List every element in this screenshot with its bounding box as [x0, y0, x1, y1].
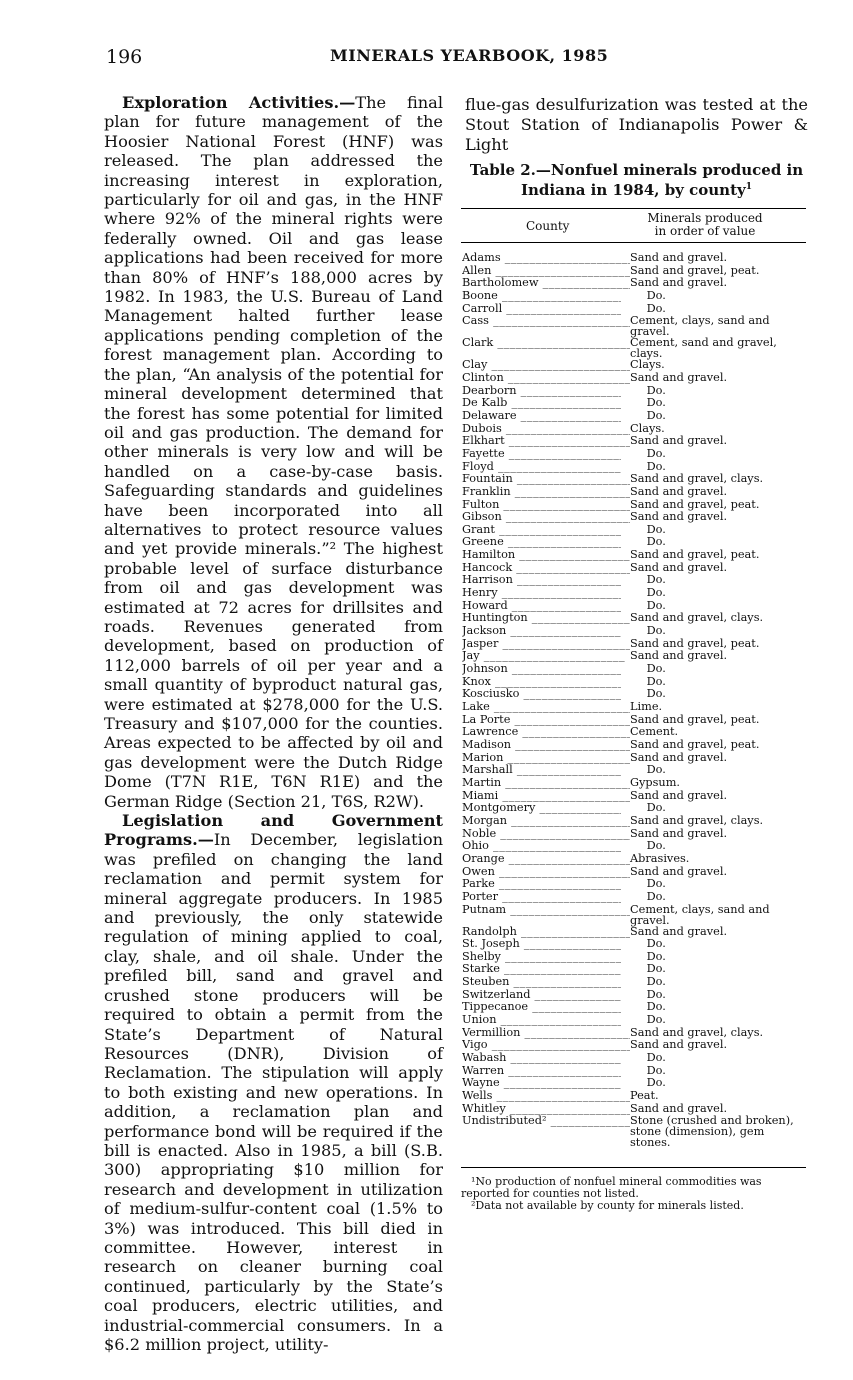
minerals-cell: Sand and gravel. — [630, 864, 728, 878]
county-cell: Jasper _____ — [462, 638, 630, 651]
table-row — [462, 625, 807, 638]
county-cell: Grant _____ — [462, 524, 621, 537]
county-cell: Elkhart _____ — [462, 435, 630, 448]
minerals-cell: Do. — [646, 522, 666, 536]
county-cell: Randolph _____ — [462, 926, 630, 939]
county-cell: Franklin _____ — [462, 486, 630, 499]
county-cell: Fayette _____ — [462, 448, 621, 461]
minerals-cell: Sand and gravel, peat. — [630, 263, 760, 277]
county-cell: Delaware _____ — [462, 410, 621, 423]
table-row — [462, 277, 807, 290]
minerals-cell: Do. — [646, 459, 666, 473]
county-cell: Parke _____ — [462, 878, 621, 891]
county-cell: Martin _____ — [462, 777, 630, 790]
minerals-cell: Gypsum. — [630, 775, 681, 789]
table-row — [462, 1090, 807, 1103]
minerals-cell: Peat. — [630, 1089, 659, 1103]
minerals-cell: Do. — [646, 408, 666, 422]
minerals-cell: Sand and gravel. — [630, 370, 728, 384]
table-row — [462, 866, 807, 879]
county-cell: Shelby _____ — [462, 951, 621, 964]
minerals-cell: Sand and gravel, peat. — [630, 497, 760, 511]
table-row — [462, 385, 807, 398]
county-cell: Putnam _____ — [462, 904, 630, 926]
table-row — [462, 524, 807, 537]
minerals-cell: Sand and gravel. — [630, 1101, 728, 1115]
minerals-cell: Do. — [646, 1076, 666, 1090]
table-title-line2: Indiana in 1984, by county$^1$ — [521, 181, 752, 199]
minerals-cell: Sand and gravel, peat. — [630, 636, 760, 650]
minerals-cell: Clays. — [630, 421, 665, 435]
county-cell: Kosciusko _____ — [462, 688, 621, 701]
minerals-cell: Do. — [646, 573, 666, 587]
minerals-cell: Do. — [646, 949, 666, 963]
minerals-cell: Sand and gravel, clays. — [630, 1025, 764, 1039]
county-cell: Starke _____ — [462, 963, 621, 976]
table-row — [462, 252, 807, 265]
table-row — [462, 739, 807, 752]
table-row — [462, 435, 807, 448]
minerals-cell: Sand and gravel, clays. — [630, 611, 764, 625]
county-cell: Fulton _____ — [462, 499, 630, 512]
county-cell: Vermillion _____ — [462, 1027, 630, 1040]
table-row — [462, 486, 807, 499]
minerals-cell: Do. — [646, 687, 666, 701]
minerals-cell: Cement, clays, sand and gravel. — [630, 314, 770, 339]
minerals-cell: Do. — [646, 987, 666, 1001]
county-cell: Noble _____ — [462, 828, 630, 841]
minerals-cell: Sand and gravel. — [630, 924, 728, 938]
county-cell: Hamilton _____ — [462, 549, 630, 562]
county-cell: Marion _____ — [462, 752, 630, 765]
table-row — [462, 878, 807, 891]
county-cell: Fountain _____ — [462, 473, 630, 486]
minerals-cell: Sand and gravel. — [630, 788, 728, 802]
table-row — [462, 790, 807, 803]
table-title — [465, 162, 808, 199]
county-cell: Lawrence _____ — [462, 726, 630, 739]
table-row — [462, 397, 807, 410]
table-row — [462, 587, 807, 600]
minerals-cell: Do. — [646, 288, 666, 302]
table-row — [462, 1001, 807, 1014]
table-header-rule — [461, 242, 806, 243]
column-header-minerals — [630, 212, 780, 238]
county-cell: Ohio _____ — [462, 840, 621, 853]
table-row — [462, 574, 807, 587]
county-cell: Steuben _____ — [462, 976, 621, 989]
table-row — [462, 951, 807, 964]
minerals-cell: Sand and gravel. — [630, 649, 728, 663]
table-row — [462, 891, 807, 904]
minerals-cell: Sand and gravel. — [630, 1038, 728, 1052]
county-cell: La Porte _____ — [462, 714, 630, 727]
minerals-cell: Do. — [646, 962, 666, 976]
county-cell: De Kalb _____ — [462, 397, 621, 410]
county-cell: Cass _____ — [462, 315, 630, 337]
county-cell: Porter _____ — [462, 891, 621, 904]
table-footnotes — [461, 1176, 806, 1212]
county-cell: Allen _____ — [462, 265, 630, 278]
table-row — [462, 828, 807, 841]
minerals-cell: Do. — [646, 877, 666, 891]
minerals-cell: Sand and gravel. — [630, 560, 728, 574]
county-cell: Marshall _____ — [462, 764, 621, 777]
table-row — [462, 701, 807, 714]
table-row — [462, 752, 807, 765]
county-cell: Clark _____ — [462, 337, 630, 359]
county-cell: Vigo _____ — [462, 1039, 630, 1052]
county-cell: Tippecanoe _____ — [462, 1001, 621, 1014]
table-row — [462, 802, 807, 815]
minerals-cell: Sand and gravel, clays. — [630, 472, 764, 486]
minerals-cell: Sand and gravel, clays. — [630, 813, 764, 827]
minerals-cell: Do. — [646, 763, 666, 777]
minerals-cell: Do. — [646, 839, 666, 853]
table-row — [462, 650, 807, 663]
paragraph-exploration — [104, 93, 443, 811]
county-cell: Wayne _____ — [462, 1077, 621, 1090]
county-cell: Undistributed² _____ — [462, 1115, 630, 1148]
minerals-cell: Sand and gravel. — [630, 251, 728, 264]
county-cell: Orange _____ — [462, 853, 630, 866]
table-row — [462, 938, 807, 951]
footnote-1: ¹No production of nonfuel mineral commodities was reported for counties not listed. — [461, 1175, 762, 1200]
county-cell: Jay _____ — [462, 650, 630, 663]
county-cell: Johnson _____ — [462, 663, 621, 676]
minerals-cell: Do. — [646, 1013, 666, 1027]
minerals-cell: Sand and gravel. — [630, 826, 728, 840]
county-cell: Bartholomew _____ — [462, 277, 630, 290]
county-cell: Warren _____ — [462, 1065, 621, 1078]
table-row — [462, 676, 807, 689]
column-header-minerals-line2: in order of value — [654, 224, 756, 238]
table-top-rule — [461, 208, 806, 209]
minerals-cell: Do. — [646, 396, 666, 410]
minerals-cell: Do. — [646, 937, 666, 951]
minerals-cell: Do. — [646, 586, 666, 600]
legislation-heading: Legislation and Government Programs.— — [104, 811, 443, 850]
county-cell: Dearborn _____ — [462, 385, 621, 398]
table-row — [462, 663, 807, 676]
table-row — [462, 1115, 807, 1148]
table-row — [462, 410, 807, 423]
county-cell: St. Joseph _____ — [462, 938, 621, 951]
minerals-cell: Do. — [646, 975, 666, 989]
table-row — [462, 853, 807, 866]
minerals-cell: Do. — [646, 383, 666, 397]
county-cell: Switzerland _____ — [462, 989, 621, 1002]
county-cell: Dubois _____ — [462, 423, 630, 436]
paragraph-legislation — [104, 811, 443, 1354]
minerals-cell: Do. — [646, 535, 666, 549]
minerals-cell: Clays. — [630, 358, 665, 372]
county-cell: Owen _____ — [462, 866, 630, 879]
minerals-cell: Do. — [646, 889, 666, 903]
minerals-cell: Do. — [646, 446, 666, 460]
minerals-cell: Sand and gravel. — [630, 434, 728, 448]
county-cell: Whitley _____ — [462, 1103, 630, 1116]
table-row — [462, 549, 807, 562]
table-row — [462, 448, 807, 461]
minerals-cell: Sand and gravel, peat. — [630, 548, 760, 562]
table-row — [462, 904, 807, 926]
minerals-cell: Do. — [646, 674, 666, 688]
county-cell: Adams _____ — [462, 252, 630, 265]
county-cell: Clay _____ — [462, 359, 630, 372]
table-row — [462, 989, 807, 1002]
table-row — [462, 562, 807, 575]
table-row — [462, 511, 807, 524]
county-cell: Miami _____ — [462, 790, 630, 803]
footnote-2: ²Data not available by county for minerals listed. — [471, 1199, 744, 1212]
minerals-cell: Do. — [646, 1063, 666, 1077]
county-cell: Henry _____ — [462, 587, 621, 600]
minerals-cell: Abrasives. — [630, 851, 690, 865]
county-cell: Carroll _____ — [462, 303, 621, 316]
exploration-heading: Exploration Activities.— — [122, 93, 356, 112]
minerals-cell: Do. — [646, 801, 666, 815]
minerals-cell: Sand and gravel, peat. — [630, 712, 760, 726]
table-row — [462, 840, 807, 853]
county-cell: Lake _____ — [462, 701, 630, 714]
county-cell: Jackson _____ — [462, 625, 621, 638]
table-row — [462, 1014, 807, 1027]
minerals-cell: Sand and gravel. — [630, 750, 728, 764]
county-cell: Montgomery _____ — [462, 802, 621, 815]
table-row — [462, 777, 807, 790]
table-row — [462, 612, 807, 625]
county-cell: Morgan _____ — [462, 815, 630, 828]
minerals-cell: Lime. — [630, 700, 663, 713]
county-cell: Hancock _____ — [462, 562, 630, 575]
minerals-cell: Sand and gravel, peat. — [630, 737, 760, 751]
minerals-cell: Do. — [646, 301, 666, 315]
table-row — [462, 815, 807, 828]
table-row — [462, 1039, 807, 1052]
column-header-county: County — [526, 219, 570, 233]
county-cell: Howard _____ — [462, 600, 621, 613]
minerals-cell: Cement, sand and gravel, clays. — [630, 336, 777, 361]
county-cell: Harrison _____ — [462, 574, 621, 587]
table-row — [462, 926, 807, 939]
column-header-minerals-line1: Minerals produced — [647, 211, 763, 225]
left-column — [104, 93, 443, 1354]
county-cell: Clinton _____ — [462, 372, 630, 385]
county-cell: Huntington _____ — [462, 612, 630, 625]
table-row — [462, 473, 807, 486]
page-number: 196 — [106, 46, 143, 68]
county-cell: Wabash _____ — [462, 1052, 621, 1065]
table-row — [462, 372, 807, 385]
legislation-text: In December, legislation was prefiled on changing the land reclamation and permit system for mineral aggregate producers. In 1985 and previously, the only statewide regulation of mining applied to coal, clay, shale, and oil shale. Under the prefiled bill, sand and gravel and crushed stone producers will be required to obtain a permit from the State’s Department of Natural Resources (DNR), Division of Reclamation. The stipulation will apply to both existing and new operations. In addition, a reclamation plan and performance bond will be required if the bill is enacted. Also in 1985, a bill (S.B. 300) appropriating $10 million for research and development in utilization of medium-sulfur-content coal (1.5% to 3%) was introduced. This bill died in committee. However, interest in research on cleaner burning coal continued, particularly by the State’s coal producers, electric utilities, and industrial-commercial consumers. In a $6.2 million project, utility- — [104, 830, 443, 1354]
minerals-cell: Sand and gravel. — [630, 484, 728, 498]
exploration-text: The final plan for future management of the Hoosier National Forest (HNF) was released. The plan addressed the increasing interest in exploration, particularly for oil and gas, in the HNF where 92% of the mineral rights were federally owned. Oil and gas lease applications had been received for more than 80% of HNF’s 188,000 acres by 1982. In 1983, the U.S. Bureau of Land Management halted further lease applications pending completion of the forest management plan. According to the plan, “An analysis of the potential for mineral development determined that the forest has some potential for limited oil and gas production. The demand for other minerals is very low and will be handled on a case-by-case basis. Safeguarding standards and guidelines have been incorporated into all alternatives to protect resource values and yet provide minerals.”² The highest probable level of surface disturbance from oil and gas development was estimated at 72 acres for drillsites and roads. Revenues generated from development, based on production of 112,000 barrels of oil per year and a small quantity of byproduct natural gas, were estimated at $278,000 for the U.S. Treasury and $107,000 for the counties. Areas expected to be affected by oil and gas development were the Dutch Ridge Dome (T7N R1E, T6N R1E) and the German Ridge (Section 21, T6S, R2W). — [104, 93, 443, 811]
county-cell: Boone _____ — [462, 290, 621, 303]
table-row — [462, 290, 807, 303]
county-cell: Madison _____ — [462, 739, 630, 752]
table-row — [462, 1065, 807, 1078]
county-cell: Knox _____ — [462, 676, 621, 689]
county-cell: Gibson _____ — [462, 511, 630, 524]
minerals-cell: Do. — [646, 662, 666, 676]
minerals-cell: Sand and gravel. — [630, 510, 728, 524]
minerals-cell: Do. — [646, 1051, 666, 1065]
county-cell: Union _____ — [462, 1014, 621, 1027]
table-row — [462, 337, 807, 359]
table-title-footnote-ref: 1 — [745, 182, 752, 192]
table-body — [462, 252, 807, 1148]
running-head: MINERALS YEARBOOK, 1985 — [330, 46, 609, 65]
table-bottom-rule — [461, 1167, 806, 1168]
county-cell: Greene _____ — [462, 536, 621, 549]
table-title-line1: Table 2.—Nonfuel minerals produced in — [469, 161, 804, 179]
minerals-cell: Cement, clays, sand and gravel. — [630, 902, 770, 927]
county-cell: Floyd _____ — [462, 461, 621, 474]
minerals-cell: Cement. — [630, 725, 679, 739]
table-row — [462, 976, 807, 989]
county-cell: Wells _____ — [462, 1090, 630, 1103]
table-row — [462, 963, 807, 976]
minerals-cell: Do. — [646, 598, 666, 612]
table-row — [462, 315, 807, 337]
table-row — [462, 1052, 807, 1065]
minerals-cell: Sand and gravel. — [630, 276, 728, 290]
minerals-cell: Stone (crushed and broken), stone (dimension), gem stones. — [630, 1114, 794, 1150]
minerals-cell: Do. — [646, 624, 666, 638]
right-column-continuation: flue-gas desulfurization was tested at the Stout Station of Indianapolis Power & Light — [465, 95, 808, 154]
minerals-cell: Do. — [646, 1000, 666, 1014]
